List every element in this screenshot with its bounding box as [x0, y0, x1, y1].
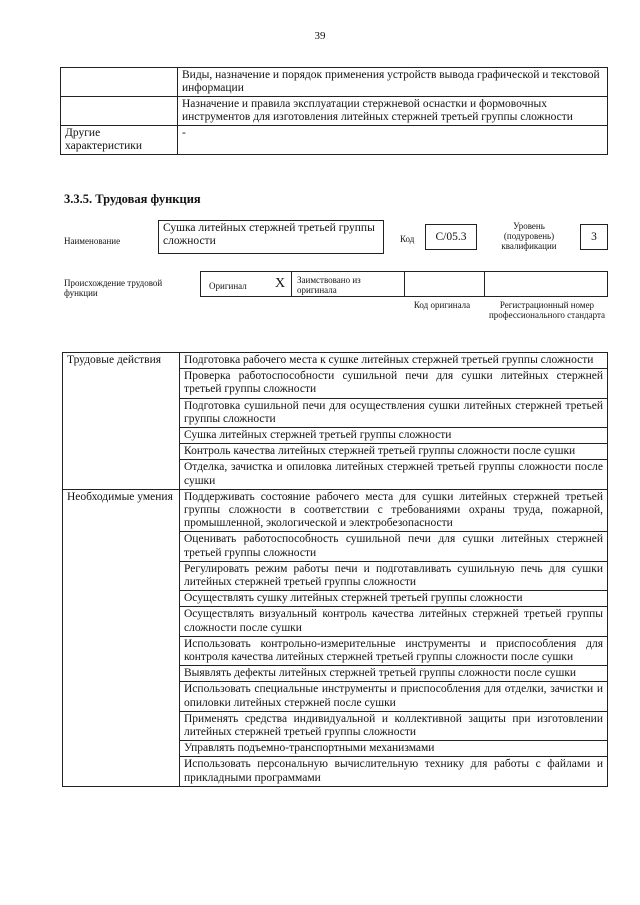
table-row: [63, 353, 608, 369]
group-label: Необходимые умения: [63, 489, 180, 786]
table-cell-label: [61, 68, 178, 97]
table-cell-label: [61, 97, 178, 126]
table-cell-text: Сушка литейных стержней третьей группы сложности: [180, 428, 608, 444]
table-cell-text: Оценивать работоспособность сушильной печи для сушки литейных стержней третьей группы сложности: [180, 532, 608, 561]
table-cell-text: Регулировать режим работы печи и подготавливать сушильную печь для сушки литейных стержней третьей группы сложности: [180, 561, 608, 590]
table-cell-text: Управлять подъемно-транспортными механизмами: [180, 741, 608, 757]
table-cell-text: Осуществлять визуальный контроль качества литейных стержней третьей группы сложности после сушки: [180, 607, 608, 636]
table-cell-text: Осуществлять сушку литейных стержней третьей группы сложности: [180, 591, 608, 607]
borrowed-label: Заимствовано из оригинала: [297, 275, 361, 295]
origin-label: Происхождение трудовой функции: [64, 278, 163, 298]
table-cell-label: Другие характеристики: [61, 126, 178, 155]
table-cell-text: Назначение и правила эксплуатации стержневой оснастки и формовочных инструментов для изготовления литейных стержней третьей группы сложности: [178, 97, 608, 126]
table-cell-text: Использовать специальные инструменты и приспособления для отделки, зачистки и опиловки литейных стержней после сушки: [180, 682, 608, 711]
code-caption: Код оригинала: [413, 300, 471, 310]
table-cell-text: Подготовка рабочего места к сушке литейных стержней третьей группы сложности: [180, 353, 608, 369]
table-cell-text: Выявлять дефекты литейных стержней третьей группы сложности после сушки: [180, 666, 608, 682]
table-cell-text: Использовать контрольно-измерительные инструменты и приспособления для контроля качества литейных стержней третьей группы сложности после сушки: [180, 636, 608, 665]
name-value: Сушка литейных стержней третьей группы сложности: [158, 220, 384, 254]
divider: [291, 272, 292, 296]
code-value: С/05.3: [425, 224, 477, 250]
original-mark: Х: [275, 276, 286, 291]
level-value: 3: [580, 224, 608, 250]
table-cell-text: Поддерживать состояние рабочего места для сушки литейных стержней третьей группы сложности в соответствии с требованиями охраны труда, пожарной, промышленной, экологической и электробезопасности: [180, 489, 608, 532]
table-cell-text: Виды, назначение и порядок применения устройств вывода графической и текстовой информации: [178, 68, 608, 97]
table-cell-text: Проверка работоспособности сушильной печи для сушки литейных стержней третьей группы сложности: [180, 369, 608, 398]
original-label: Оригинал: [209, 281, 247, 291]
table-cell-text: Использовать персональную вычислительную технику для работы с файлами и прикладными программами: [180, 757, 608, 786]
code-label: Код: [400, 234, 415, 244]
table-cell-text: Отделка, зачистка и опиловка литейных стержней третьей группы сложности после сушки: [180, 460, 608, 489]
table-row: [63, 489, 608, 532]
table-row: [61, 97, 608, 126]
table-cell-text: Контроль качества литейных стержней третьей группы сложности после сушки: [180, 444, 608, 460]
top-table: [60, 67, 608, 155]
name-label: Наименование: [64, 236, 121, 246]
table-cell-text: Применять средства индивидуальной и коллективной защиты при изготовлении литейных стержней третьей группы сложности: [180, 711, 608, 740]
origin-row: [200, 271, 608, 297]
main-table: [62, 352, 608, 787]
level-label: Уровень (подуровень) квалификации: [501, 221, 557, 251]
table-row: [61, 68, 608, 97]
table-row: [61, 126, 608, 155]
divider: [404, 272, 405, 296]
table-cell-text: -: [178, 126, 608, 155]
divider: [484, 272, 485, 296]
page-number: 39: [314, 30, 326, 42]
table-cell-text: Подготовка сушильной печи для осуществления сушки литейных стержней третьей группы сложности: [180, 398, 608, 427]
section-heading: 3.3.5. Трудовая функция: [64, 192, 201, 206]
group-label: Трудовые действия: [63, 353, 180, 490]
reg-caption: Регистрационный номер профессионального стандарта: [488, 300, 606, 320]
